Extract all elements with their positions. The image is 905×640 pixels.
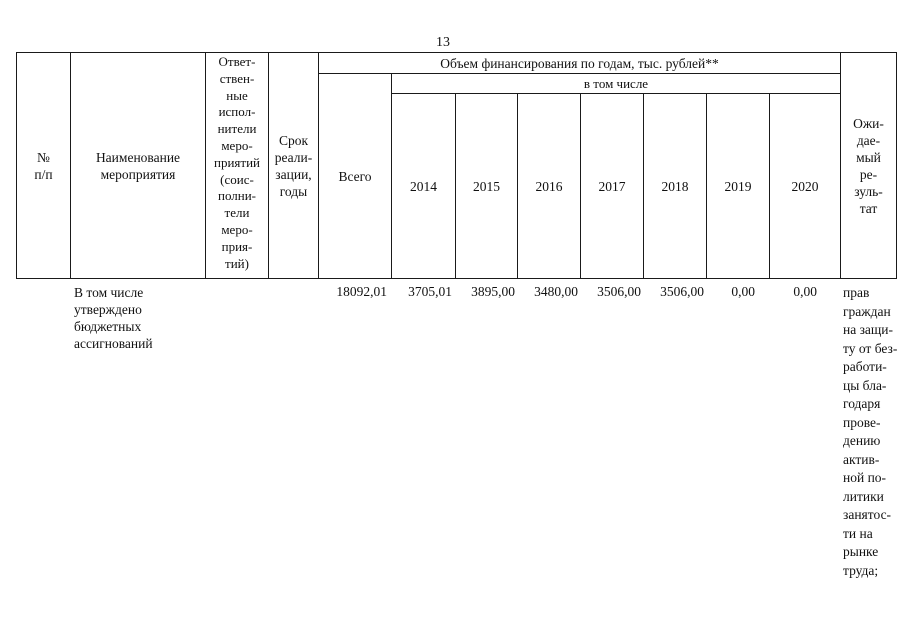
header-funding-group: Объем финансирования по годам, тыс. рублей** bbox=[440, 55, 719, 71]
row-expected-line: годаря bbox=[843, 396, 881, 411]
row-year-2020: 0,00 bbox=[793, 284, 817, 299]
header-responsible-line: меро- bbox=[221, 137, 253, 153]
header-responsible-line: прия- bbox=[221, 238, 253, 254]
row-expected-line: ти на bbox=[843, 525, 873, 541]
header-period-line: зации, bbox=[275, 166, 312, 182]
header-year-2019: 2019 bbox=[724, 178, 752, 194]
header-year-2018: 2018 bbox=[661, 178, 689, 194]
row-expected-line: прав bbox=[843, 285, 870, 300]
header-total: Всего bbox=[338, 168, 372, 184]
header-name bbox=[71, 53, 205, 278]
header-expected bbox=[841, 53, 896, 278]
row-expected-line: труда; bbox=[843, 562, 879, 578]
row-name-line: утверждено bbox=[74, 302, 142, 317]
row-name bbox=[74, 284, 204, 352]
row-expected-line: ной по- bbox=[843, 470, 887, 485]
row-expected-line: занятос- bbox=[843, 507, 892, 522]
row-expected-line: граждан bbox=[843, 303, 891, 319]
header-expected-line: зуль- bbox=[854, 183, 883, 199]
header-responsible bbox=[206, 54, 268, 272]
row-expected-line: на защи- bbox=[843, 322, 894, 337]
row-name-line: ассигнований bbox=[74, 336, 153, 351]
row-year-2017: 3506,00 bbox=[597, 284, 641, 299]
header-including: в том числе bbox=[583, 76, 649, 91]
row-year-2015: 3895,00 bbox=[471, 284, 515, 299]
header-year-2017: 2017 bbox=[598, 178, 626, 194]
row-year-2018: 3506,00 bbox=[660, 284, 704, 299]
header-responsible-line: (соис- bbox=[220, 171, 254, 187]
header-responsible-line: испол- bbox=[218, 104, 256, 120]
header-period-line: реали- bbox=[274, 149, 313, 165]
row-expected-line: дению bbox=[843, 433, 881, 448]
header-responsible-line: тели bbox=[224, 205, 250, 221]
row-year-2016: 3480,00 bbox=[534, 284, 578, 299]
row-expected-line: актив- bbox=[843, 451, 880, 467]
row-expected-line: работи- bbox=[843, 359, 887, 374]
header-name-line: мероприятия bbox=[100, 166, 176, 182]
header-year-2016: 2016 bbox=[535, 178, 563, 194]
row-year-2019: 0,00 bbox=[731, 284, 755, 299]
grid-header-bottom bbox=[16, 278, 896, 279]
row-expected-line: ту от без- bbox=[843, 340, 898, 356]
row-year-2014: 3705,01 bbox=[408, 284, 452, 299]
header-expected-line: дае- bbox=[856, 132, 881, 148]
header-year-2015: 2015 bbox=[473, 178, 500, 194]
header-responsible-line: тий) bbox=[225, 255, 249, 271]
header-num-line: № bbox=[37, 149, 50, 165]
header-period-line: Срок bbox=[278, 132, 309, 148]
header-responsible-line: ные bbox=[226, 87, 248, 103]
header-year-2020: 2020 bbox=[791, 178, 819, 194]
header-responsible-line: нители bbox=[217, 121, 257, 137]
header-year-2014: 2014 bbox=[410, 178, 437, 194]
grid-col-line bbox=[896, 52, 897, 279]
row-name-line: бюджетных bbox=[74, 319, 142, 334]
header-expected-line: ре- bbox=[859, 166, 878, 182]
row-expected-line: цы бла- bbox=[843, 377, 887, 393]
row-total: 18092,01 bbox=[336, 284, 387, 299]
header-expected-line: мый bbox=[856, 149, 881, 165]
header-responsible-line: меро- bbox=[221, 221, 253, 237]
header-expected-line: Ожи- bbox=[853, 115, 884, 131]
header-responsible-line: приятий bbox=[214, 154, 260, 170]
page-number: 13 bbox=[436, 35, 450, 50]
header-responsible-line: полни- bbox=[217, 188, 257, 204]
header-period-line: годы bbox=[279, 183, 308, 199]
header-num-line: п/п bbox=[34, 166, 53, 182]
row-expected bbox=[843, 284, 903, 580]
header-period bbox=[269, 53, 318, 278]
header-num bbox=[17, 53, 70, 278]
header-responsible-line: Ответ- bbox=[218, 54, 256, 69]
header-expected-line: тат bbox=[859, 200, 878, 216]
row-name-line: В том числе bbox=[74, 285, 144, 300]
row-expected-line: рынке bbox=[843, 544, 879, 559]
header-name-line: Наименование bbox=[95, 149, 181, 165]
row-expected-line: литики bbox=[843, 488, 884, 504]
header-responsible-line: ствен- bbox=[219, 70, 255, 86]
row-expected-line: прове- bbox=[843, 414, 881, 430]
